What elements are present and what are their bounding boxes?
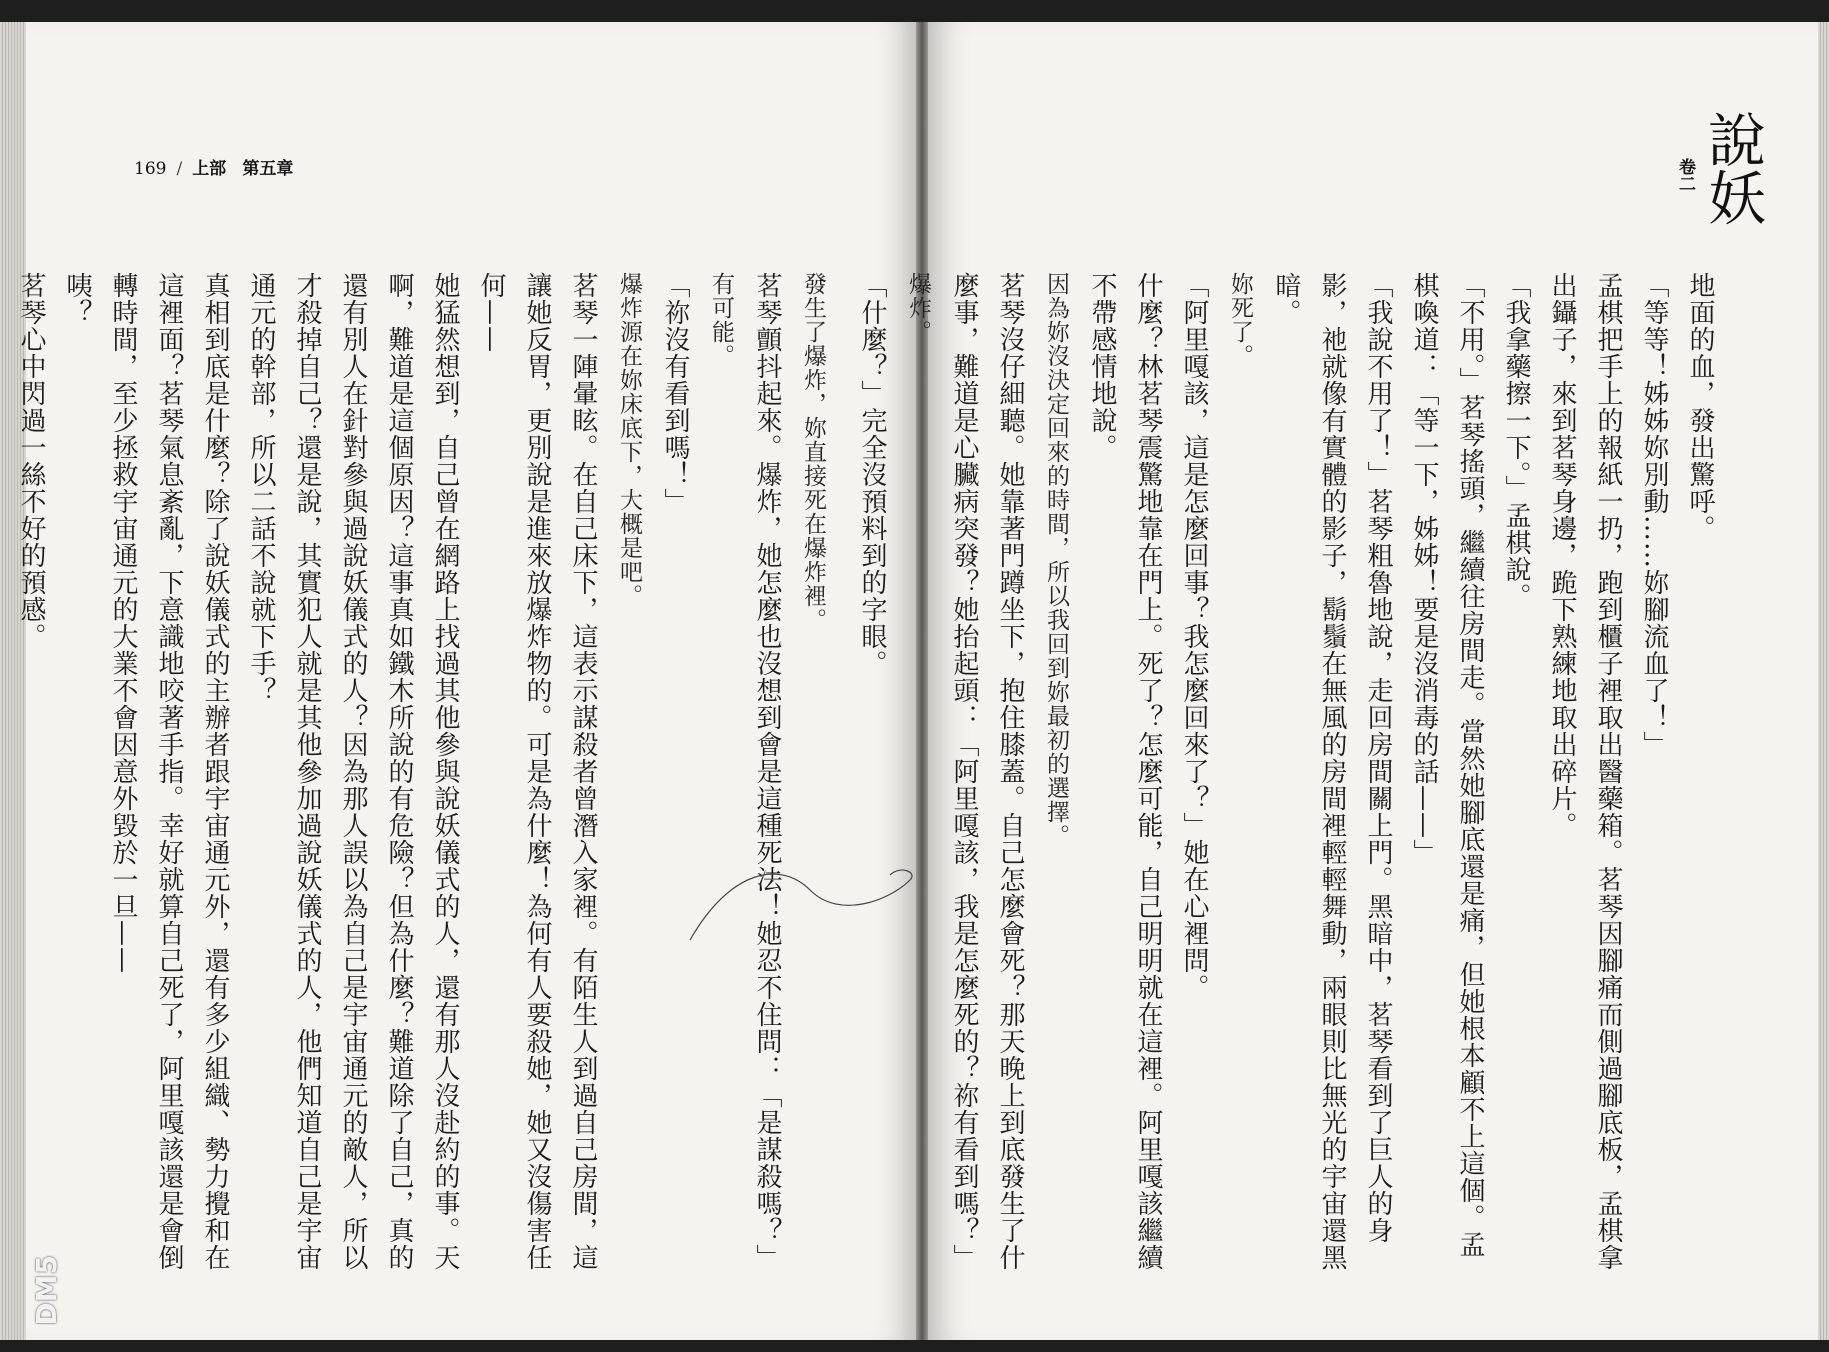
paragraph: 發生了爆炸，妳直接死在爆炸裡。	[800, 272, 826, 632]
paragraph: 茗琴一陣暈眩。在自己床下，這表示謀殺者曾潛入家裡。有陌生人到過自己房間，這讓她反胃，更別說是進來放爆炸物的。可是為什麼！為何有人要殺她，她又沒傷害任何——	[476, 272, 598, 1271]
site-watermark: DM5	[30, 1255, 63, 1326]
paragraph: 「什麼？」完全沒預料到的字眼。	[857, 272, 887, 677]
header-divider: /	[176, 159, 183, 179]
page-number: 169	[134, 159, 167, 179]
paragraph: 真相到底是什麼？除了說妖儀式的主辦者跟宇宙通元外，還有多少組織、勢力攪和在這裡面？茗琴氣息紊亂，下意識地咬著手指。幸好就算自己死了，阿里嘎該還是會倒轉時間，至少拯救宇宙通元的大業不會因意外毀於一旦——	[108, 272, 230, 1271]
stray-hair	[690, 860, 920, 950]
paragraph: 「不用。」茗琴搖頭，繼續往房間走。當然她腳底還是痛，但她根本顧不上這個。孟棋喚道：「等一下，姊姊！要是沒消毒的話——」	[1409, 272, 1485, 1258]
paragraph: 咦？	[62, 272, 92, 326]
paragraph: 爆炸源在妳床底下，大概是吧。	[616, 272, 642, 608]
right-page-body	[857, 272, 1723, 1272]
section-label: 上部	[192, 159, 227, 179]
paragraph: 地面的血，發出驚呼。	[1685, 272, 1715, 542]
left-page-body	[16, 272, 836, 1272]
running-header	[134, 154, 293, 179]
paragraph: 「祢沒有看到嗎！」	[660, 272, 690, 515]
paragraph: 「阿里嘎該，這是怎麼回事？我怎麼回來了？」她在心裡問。	[1179, 272, 1209, 1001]
paragraph	[0, 272, 8, 1272]
paragraph: 「我拿藥擦一下。」孟棋說。	[1501, 272, 1531, 610]
series-logo	[1663, 110, 1766, 260]
paragraph: 她猛然想到，自己曾在網路上找過其他參與說妖儀式的人，還有那人沒赴約的事。天啊，難道是這個原因？這事真如鐵木所說的有危險？但為什麼？難道除了自己，真的還有別人在針對參與過說妖儀式的人？因為那人誤以為自己是宇宙通元的敵人，所以才殺掉自己？還是說，其實犯人就是其他參加過說妖儀式的人，他們知道自己是宇宙通元的幹部，所以二話不說就下手？	[246, 272, 460, 1271]
left-page	[16, 22, 916, 1340]
paragraph: 「我說不用了！」茗琴粗魯地說，走回房間關上門。黑暗中，茗琴看到了巨人的身影，祂就像有實體的影子，鬍鬚在無風的房間裡輕輕舞動，兩眼則比無光的宇宙還黑暗。	[1271, 272, 1393, 1271]
paragraph: 「等等！姊姊妳別動……妳腳流血了！」	[1639, 272, 1669, 758]
paragraph: 茗琴顫抖起來。爆炸，她怎麼也沒想到會是這種死法！她忍不住問：「是謀殺嗎？」	[752, 272, 782, 1271]
right-page	[857, 22, 1818, 1340]
chapter-label: 第五章	[242, 159, 294, 179]
paragraph: 有可能。	[708, 272, 734, 368]
paragraph: 茗琴心中閃過一絲不好的預感。	[16, 272, 46, 650]
paragraph: 妳死了。	[1227, 272, 1253, 368]
paragraph: 孟棋把手上的報紙一扔，跑到櫃子裡取出醫藥箱。茗琴因腳痛而側過腳底板，孟棋拿出鑷子，來到茗琴身邊，跪下熟練地取出碎片。	[1547, 272, 1623, 1271]
logo-volume: 卷二	[1675, 158, 1695, 192]
paragraph: 什麼？林茗琴震驚地靠在門上。死了？怎麼可能，自己明明就在這裡。阿里嘎該繼續不帶感情地說。	[1087, 272, 1163, 1271]
page-edges-right	[1818, 22, 1829, 1340]
logo-title: 說妖	[1698, 110, 1766, 226]
paragraph: 因為妳沒決定回來的時間，所以我回到妳最初的選擇。	[1043, 272, 1069, 848]
paragraph: 茗琴沒仔細聽。她靠著門蹲坐下，抱住膝蓋。自己怎麼會死？那天晚上到底發生了什麼事，難道是心臟病突發？她抬起頭：「阿里嘎該，我是怎麼死的？祢有看到嗎？」	[949, 272, 1025, 1271]
paragraph: 爆炸。	[905, 272, 931, 344]
